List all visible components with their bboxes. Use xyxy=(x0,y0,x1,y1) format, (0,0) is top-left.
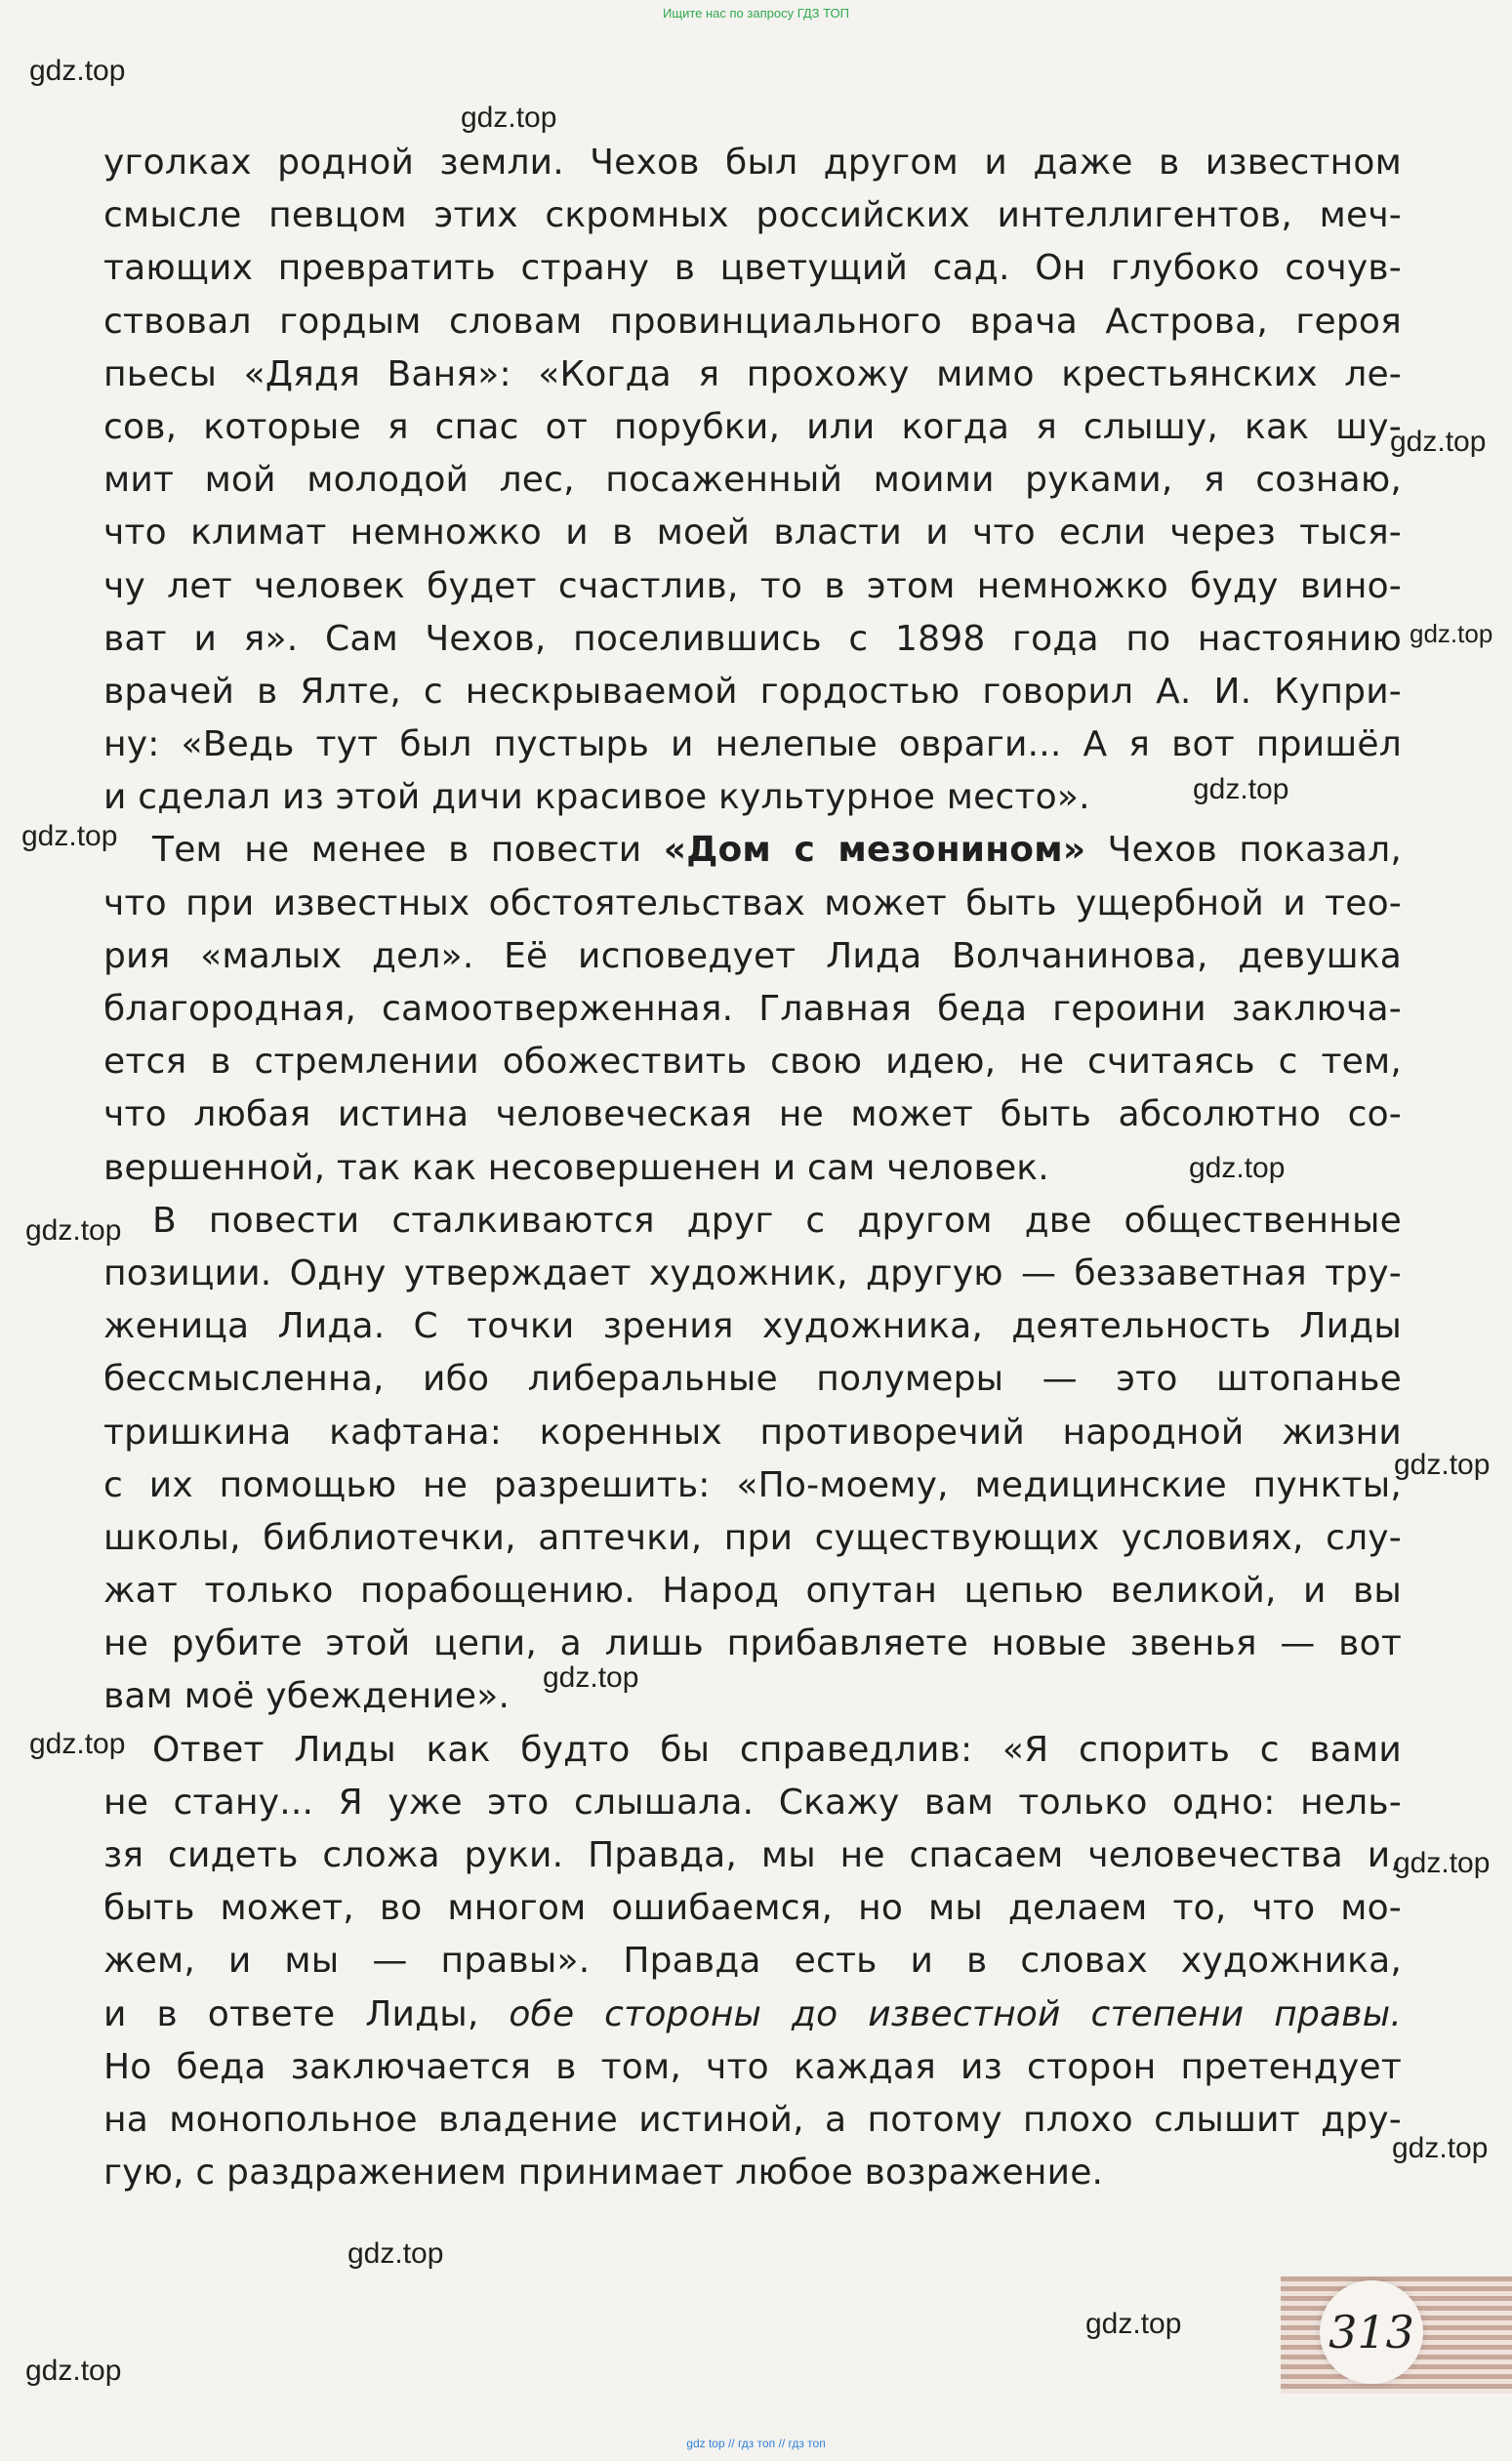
watermark: gdz.top xyxy=(29,55,126,87)
text-line: гую, с раздражением принимает любое возражение. xyxy=(103,2153,1104,2194)
text-line: жат только порабощению. Народ опутан цепью великой, и вы xyxy=(103,1571,1402,1612)
text-line: и сделал из этой дичи красивое культурное место». xyxy=(103,777,1090,818)
watermark: gdz.top xyxy=(25,1214,122,1247)
bold-title: «Дом с мезонином» xyxy=(663,830,1086,871)
watermark: gdz.top xyxy=(347,2237,444,2270)
watermark: gdz.top xyxy=(461,102,557,134)
text-line: рия «малых дел». Её исповедует Лида Волчанинова, девушка xyxy=(103,935,1402,976)
text-span: и в ответе Лиды, xyxy=(103,1993,510,2034)
text-line: тришкина кафтана: коренных противоречий народной жизни xyxy=(103,1412,1402,1453)
watermark: gdz.top xyxy=(1085,2308,1182,2340)
watermark: gdz.top xyxy=(1392,2132,1489,2164)
text-line: Но беда заключается в том, что каждая из сторон претендует xyxy=(103,2046,1402,2087)
text-line: вершенной, так как несовершенен и сам человек. xyxy=(103,1147,1049,1188)
text-span: Тем не менее в повести xyxy=(152,830,664,871)
text-line: ствовал гордым словам провинциального врача Астрова, героя xyxy=(103,301,1402,342)
text-line: вам моё убеждение». xyxy=(103,1676,511,1717)
text-line: позиции. Одну утверждает художник, другую — беззаветная тру- xyxy=(103,1252,1402,1293)
watermark: gdz.top xyxy=(543,1661,639,1694)
watermark: gdz.top xyxy=(25,2355,122,2387)
italic-emphasis: обе стороны до известной степени правы. xyxy=(509,1993,1402,2034)
text-line: не стану... Я уже это слышала. Скажу вам только одно: нель- xyxy=(103,1782,1402,1823)
text-line: В повести сталкиваются друг с другом две общественные xyxy=(152,1200,1402,1241)
text-line: что климат немножко и в моей власти и что если через тыся- xyxy=(103,513,1402,554)
top-banner: Ищите нас по запросу ГДЗ ТОП xyxy=(663,6,849,21)
text-line: быть может, во многом ошибаемся, но мы делаем то, что мо- xyxy=(103,1888,1402,1929)
text-line: Ответ Лиды как будто бы справедлив: «Я спорить с вами xyxy=(152,1729,1402,1770)
watermark: gdz.top xyxy=(1390,426,1487,458)
text-line: ется в стремлении обожествить свою идею, не считаясь с тем, xyxy=(103,1042,1402,1083)
watermark: gdz.top xyxy=(1394,1449,1491,1481)
watermark: gdz.top xyxy=(1189,1152,1286,1184)
text-line: пьесы «Дядя Ваня»: «Когда я прохожу мимо крестьянских ле- xyxy=(103,353,1402,394)
watermark: gdz.top xyxy=(21,820,118,852)
text-line: мит мой молодой лес, посаженный моими руками, я сознаю, xyxy=(103,460,1402,501)
text-line xyxy=(103,824,1402,877)
text-line: чу лет человек будет счастлив, то в этом немножко буду вино- xyxy=(103,565,1402,606)
text-line: сов, которые я спас от порубки, или когда я слышу, как шу- xyxy=(103,406,1402,447)
page-number: 313 xyxy=(1328,2306,1414,2358)
text-line: ну: «Ведь тут был пустырь и нелепые овраги... А я вот пришёл xyxy=(103,724,1402,765)
text-line: женица Лида. С точки зрения художника, деятельность Лиды xyxy=(103,1306,1402,1347)
text-line: на монопольное владение истиной, а потому плохо слышит дру- xyxy=(103,2099,1402,2140)
watermark: gdz.top xyxy=(29,1728,126,1760)
text-line: с их помощью не разрешить: «По-моему, медицинские пункты, xyxy=(103,1464,1402,1505)
text-line: жем, и мы — правы». Правда есть и в словах художника, xyxy=(103,1941,1402,1982)
text-span: Чехов показал, xyxy=(1085,830,1402,871)
bottom-banner: gdz top // гдз топ // гдз топ xyxy=(686,2437,826,2450)
text-line: тающих превратить страну в цветущий сад. Он глубоко сочув- xyxy=(103,248,1402,289)
watermark: gdz.top xyxy=(1394,1847,1491,1879)
text-line: что при известных обстоятельствах может быть ущербной и тео- xyxy=(103,882,1402,923)
text-line: не рубите этой цепи, а лишь прибавляете новые звенья — вот xyxy=(103,1623,1402,1664)
text-line: врачей в Ялте, с нескрываемой гордостью говорил А. И. Купри- xyxy=(103,671,1402,712)
text-line: ват и я». Сам Чехов, поселившись с 1898 года по настоянию xyxy=(103,618,1402,659)
text-line: уголках родной земли. Чехов был другом и даже в известном xyxy=(103,143,1402,183)
watermark: gdz.top xyxy=(1410,619,1493,648)
text-line: бессмысленна, ибо либеральные полумеры — это штопанье xyxy=(103,1359,1402,1400)
text-line: благородная, самоотверженная. Главная беда героини заключа- xyxy=(103,989,1402,1029)
text-line: смысле певцом этих скромных российских интеллигентов, меч- xyxy=(103,195,1402,236)
text-line xyxy=(103,1989,1402,2041)
text-line: зя сидеть сложа руки. Правда, мы не спасаем человечества и, xyxy=(103,1835,1402,1875)
watermark: gdz.top xyxy=(1193,773,1289,805)
text-line: что любая истина человеческая не может быть абсолютно со- xyxy=(103,1094,1402,1135)
text-line: школы, библиотечки, аптечки, при существующих условиях, слу- xyxy=(103,1517,1402,1558)
